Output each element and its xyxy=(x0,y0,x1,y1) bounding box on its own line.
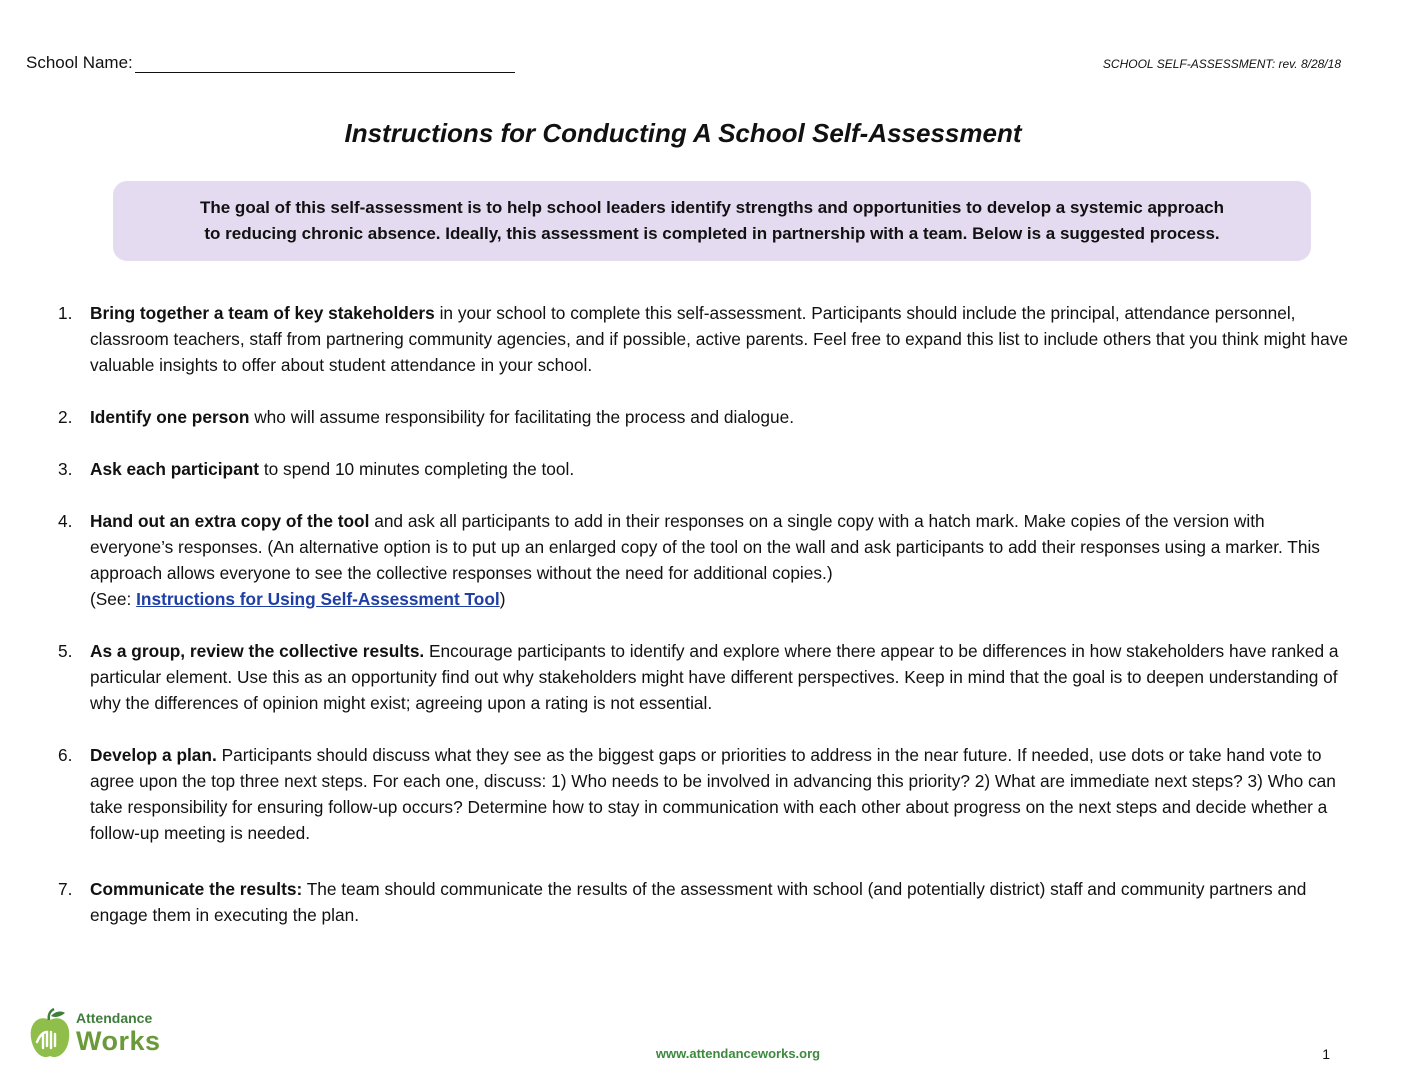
step-text: Encourage participants to identify and explore where there appear to be differences in how stakeholders have ranked a particular element. Use this as an opportunity find out why stakeholders might have different perspectives. Keep in mind that the goal is to deepen understanding of why the differences of opinion might exist; agreeing upon a rating is not essential. xyxy=(90,641,1339,713)
step-text: who will assume responsibility for facilitating the process and dialogue. xyxy=(249,407,795,427)
page-title: Instructions for Conducting A School Self-Assessment xyxy=(344,118,1022,148)
step-number: 6. xyxy=(58,745,73,765)
goal-line-2: to reducing chronic absence. Ideally, this assessment is completed in partnership with a team. Below is a suggested process. xyxy=(204,224,1220,243)
goal-line-1: The goal of this self-assessment is to help school leaders identify strengths and opportunities to develop a systemic approach xyxy=(199,198,1224,217)
step-text: and ask all participants to add in their responses on a single copy with a hatch mark. Make copies of the version with everyone’s responses. (An alternative option is to put up an enlarged copy of the tool on the wall and ask participants to add their responses using a marker. This approach allows everyone to see the collective responses without the need for additional copies.) xyxy=(90,511,1320,583)
step-heading: Hand out an extra copy of the tool xyxy=(90,511,370,531)
step-text: The team should communicate the results of the assessment with school (and potentially district) staff and community partners and engage them in executing the plan. xyxy=(90,879,1307,925)
step-7 xyxy=(58,876,1348,928)
step-heading: Ask each participant xyxy=(90,459,260,479)
step-heading: Develop a plan. xyxy=(90,745,217,765)
step-heading: As a group, review the collective results. xyxy=(90,641,425,661)
school-name-blank-line[interactable] xyxy=(135,54,515,73)
step-number: 7. xyxy=(58,879,73,899)
step-heading: Communicate the results: xyxy=(90,879,303,899)
instructions-tool-link[interactable]: Instructions for Using Self-Assessment Tool xyxy=(136,589,500,609)
step-1 xyxy=(58,300,1348,378)
step-4 xyxy=(58,508,1348,612)
step-number: 1. xyxy=(58,303,73,323)
school-name-field xyxy=(26,53,515,73)
step-text: in your school to complete this self-assessment. Participants should include the principal, attendance personnel, classroom teachers, staff from partnering community agencies, and if possible, active parents. Feel free to expand this list to include others that you think might have valuable insights to offer about student attendance in your school. xyxy=(90,303,1349,375)
logo-wordmark-top: Attendance xyxy=(76,1010,153,1026)
step-text: Participants should discuss what they see as the biggest gaps or priorities to address in the near future. If needed, use dots or take hand vote to agree upon the top three next steps. For each one, discuss: 1) Who needs to be involved in advancing this priority? 2) What are immediate next steps? 3) Who can take responsibility for ensuring follow-up occurs? Determine how to stay in communication with each other about progress on the next steps and decide whether a follow-up meeting is needed. xyxy=(90,745,1336,843)
instruction-steps-list xyxy=(58,300,1348,928)
step-heading: Identify one person xyxy=(90,407,250,427)
see-prefix: (See: xyxy=(90,589,137,609)
step-number: 4. xyxy=(58,511,73,531)
step-3 xyxy=(58,456,1348,482)
step-text: to spend 10 minutes completing the tool. xyxy=(259,459,575,479)
step-number: 2. xyxy=(58,407,73,427)
step-number: 5. xyxy=(58,641,73,661)
step-5 xyxy=(58,638,1348,716)
revision-label: SCHOOL SELF-ASSESSMENT: rev. 8/28/18 xyxy=(1102,57,1341,71)
step-6 xyxy=(58,742,1348,846)
page-number: 1 xyxy=(1322,1046,1330,1062)
school-name-label: School Name: xyxy=(26,53,133,72)
step-2 xyxy=(58,404,1348,430)
logo-wordmark-bottom: Works xyxy=(76,1026,161,1056)
step-number: 3. xyxy=(58,459,73,479)
step-heading: Bring together a team of key stakeholders xyxy=(90,303,435,323)
footer-website-link[interactable]: www.attendanceworks.org xyxy=(655,1046,821,1061)
goal-callout xyxy=(113,181,1311,261)
see-suffix: ) xyxy=(499,589,506,609)
